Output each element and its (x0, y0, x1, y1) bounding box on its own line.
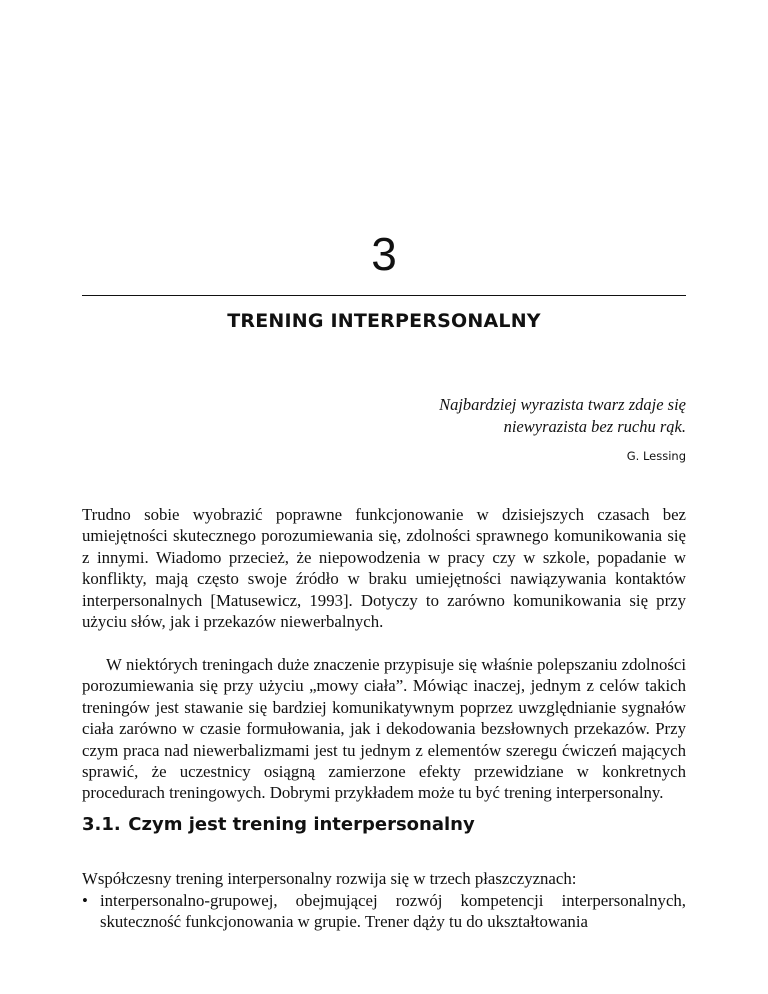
epigraph-quote (439, 394, 686, 438)
paragraph: Trudno sobie wyobrazić poprawne funkcjonowanie w dzisiejszych czasach bez umiejętności skutecznego porozumiewania się, zdolności sprawnego komunikowania się z innymi. Wiadomo przecież, że niepowodzenia w pracy czy w szkole, popadanie w konflikty, mają często swoje źródło w braku umiejętności nawiązywania kontaktów interpersonalnych [Matusewicz, 1993]. Dotyczy to zarówno komunikowania się przy użyciu słów, jak i przekazów niewerbalnych. (82, 505, 686, 632)
bullet-icon: • (82, 891, 88, 910)
chapter-title: TRENING INTERPERSONALNY (227, 310, 541, 332)
list-item (82, 890, 686, 933)
chapter-number: 3 (371, 228, 397, 280)
section-number: 3.1. (82, 814, 121, 835)
section-heading (82, 812, 686, 838)
chapter-divider (82, 295, 686, 296)
paragraph: W niektórych treningach duże znaczenie przypisuje się właśnie polepszaniu zdolności porozumiewania się przy użyciu „mowy ciała”. Mówiąc inaczej, jednym z celów takich treningów jest stawanie się bardziej komunikatywnym poprzez uwzględnianie sygnałów ciała zarówno w czasie formułowania, jak i dekodowania bezsłownych przekazów. Przy czym praca nad niewerbalizmami jest tu jednym z elementów szeregu ćwiczeń mających sprawić, że uczestnicy osiągną zamierzone efekty przewidziane w konkretnych procedurach treningowych. Dobrymi przykładem może tu być trening interpersonalny. (82, 655, 686, 803)
section-title: Czym jest trening interpersonalny (128, 814, 475, 835)
section-intro: Współczesny trening interpersonalny rozwija się w trzech płaszczyznach: (82, 869, 577, 888)
epigraph-author: G. Lessing (626, 449, 686, 463)
bullet-list (82, 890, 686, 933)
epigraph-line-1: Najbardziej wyrazista twarz zdaje się (439, 395, 686, 414)
list-item-text: interpersonalno-grupowej, obejmującej rozwój kompetencji interpersonalnych, skuteczność funkcjonowania w grupie. Trener dąży tu do ukształtowania (100, 891, 686, 932)
epigraph-line-2: niewyrazista bez ruchu rąk. (503, 417, 686, 436)
